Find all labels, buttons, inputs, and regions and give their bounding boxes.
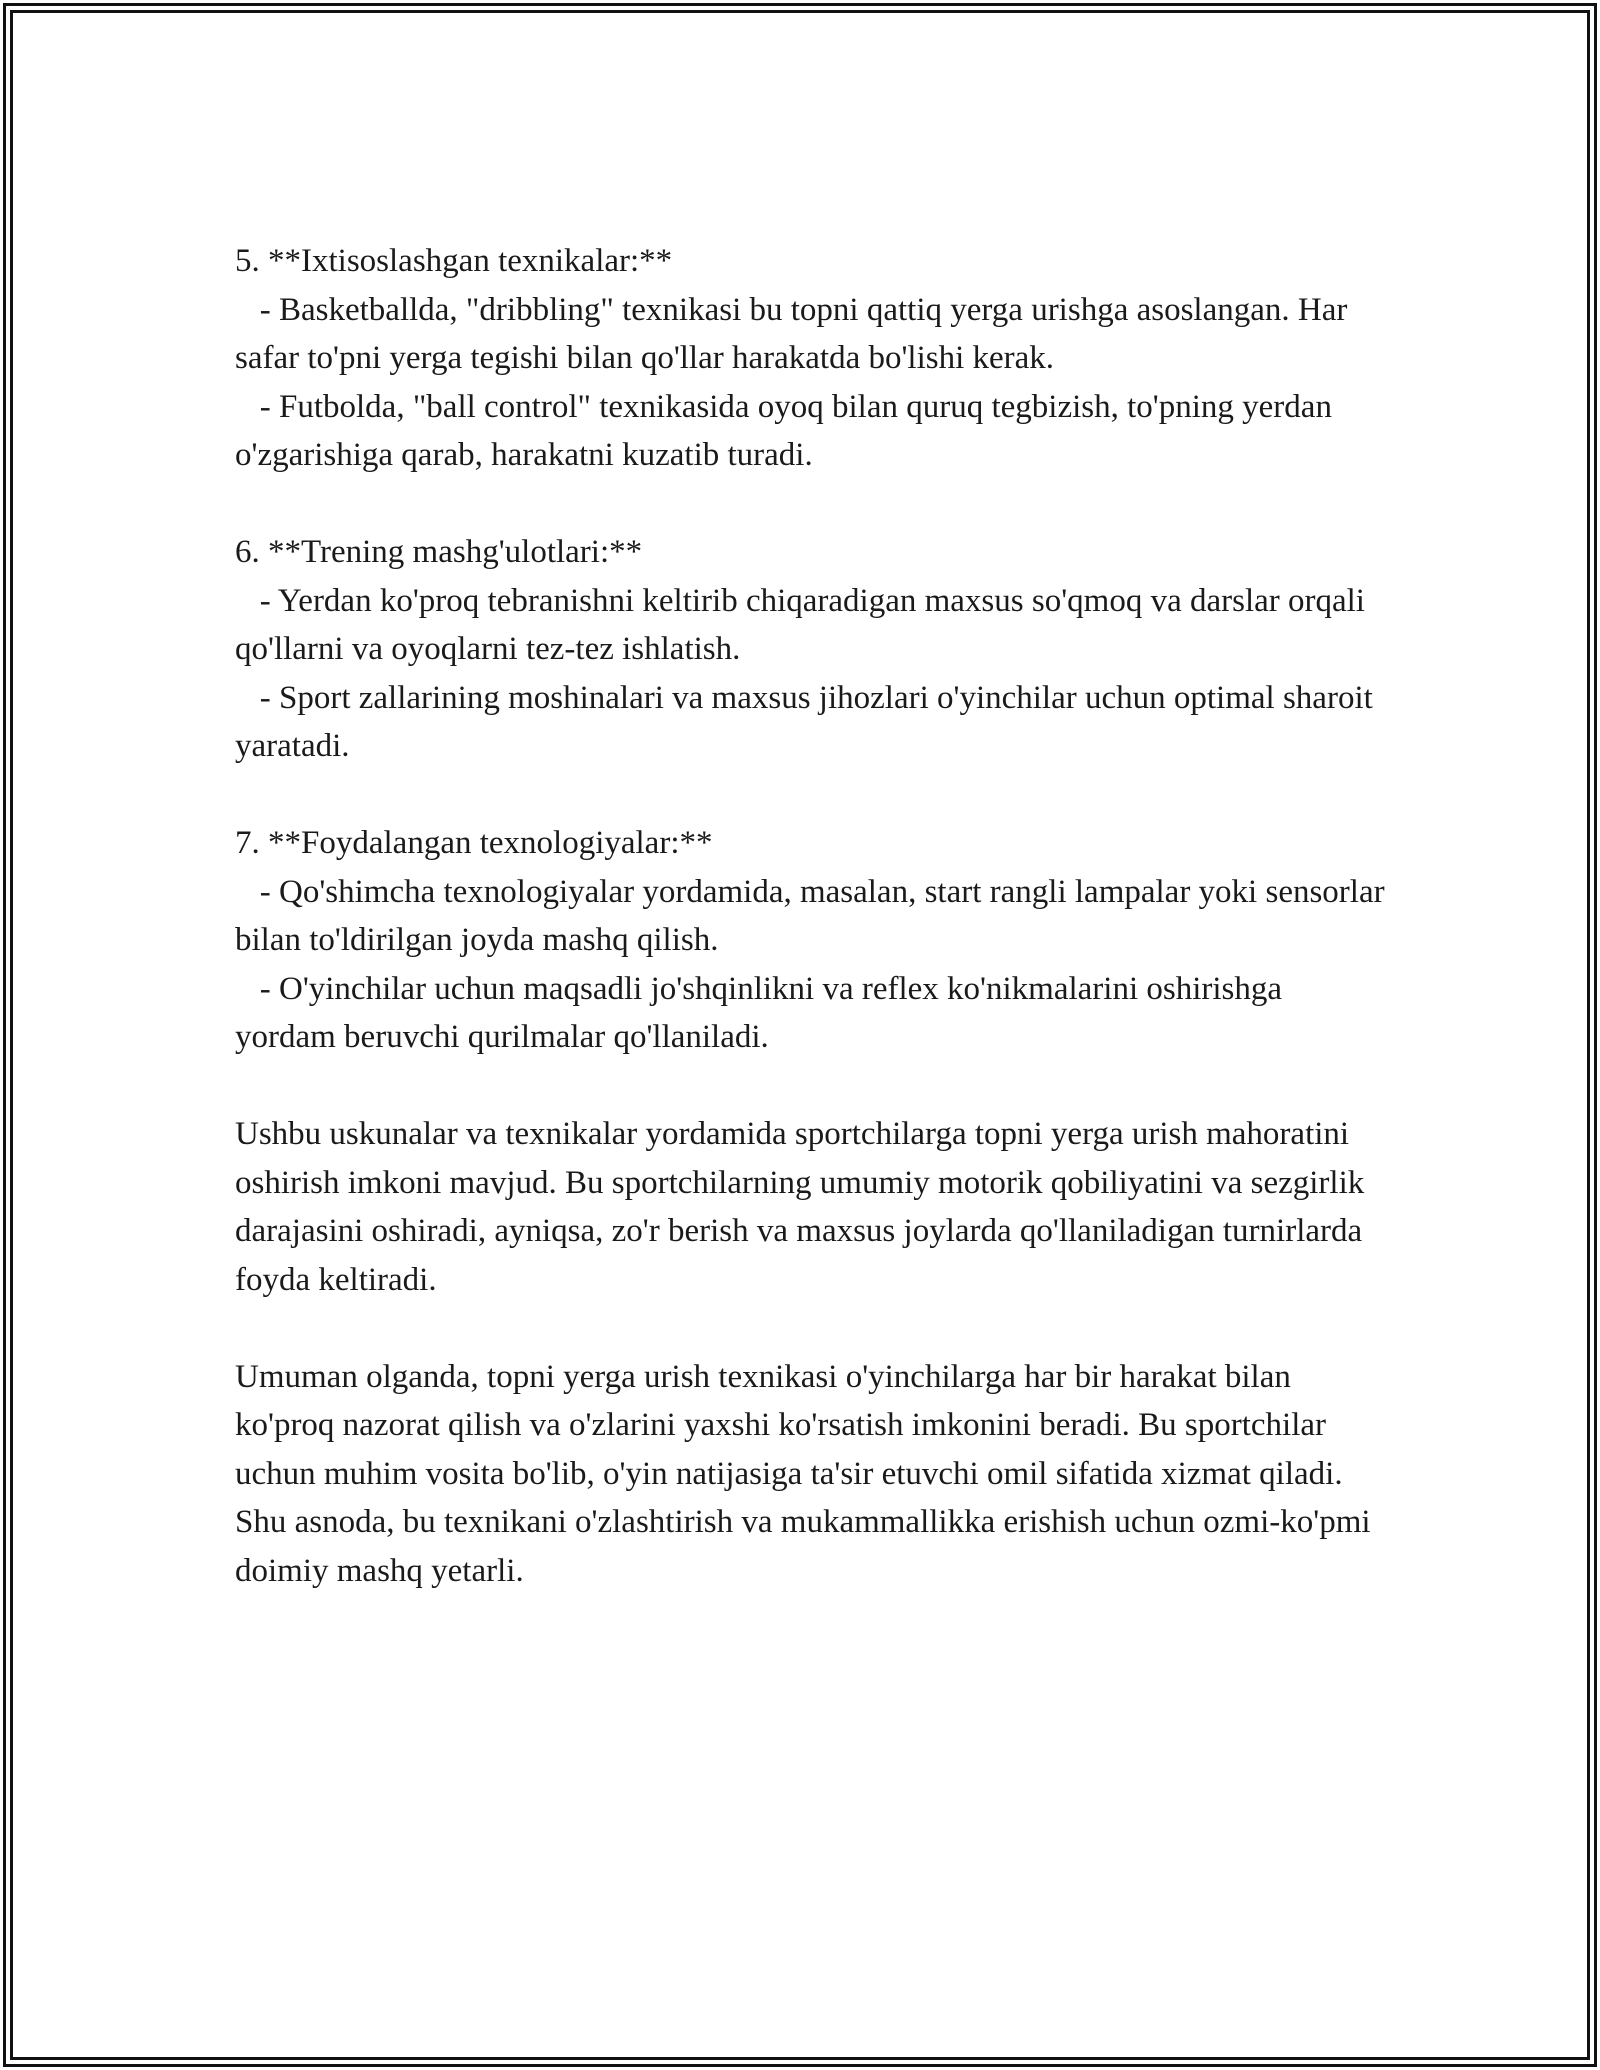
paragraph-spacer <box>235 1304 1385 1353</box>
section-heading: 5. **Ixtisoslashgan texnikalar:** <box>235 243 673 279</box>
section-heading: 6. **Trening mashg'ulotlari:** <box>235 534 643 570</box>
section-heading: 7. **Foydalangan texnologiyalar:** <box>235 825 713 861</box>
summary-paragraph: Ushbu uskunalar va texnikalar yordamida sportchilarga topni yerga urish mahoratini oshirish imkoni mavjud. Bu sportchilarning umumiy motorik qobiliyatini va sezgirlik darajasini oshiradi, ayniqsa, zo'r berish va maxsus joylarda qo'llaniladigan turnirlarda foyda keltiradi. <box>235 1116 1373 1298</box>
paragraph-spacer <box>235 771 1385 820</box>
section-7 <box>235 819 1393 1062</box>
section-5 <box>235 237 1385 480</box>
conclusion-paragraph: Umuman olganda, topni yerga urish texnikasi o'yinchilarga har bir harakat bilan ko'proq nazorat qilish va o'zlarini yaxshi ko'rsatish imkonini beradi. Bu sportchilar uchun muhim vosita bo'lib, o'yin natijasiga ta'sir etuvchi omil sifatida xizmat qiladi. Shu asnoda, bu texnikani o'zlashtirish va mukammallikka erishish uchun ozmi-ko'pmi doimiy mashq yetarli. <box>235 1358 1379 1589</box>
list-item: - Futbolda, "ball control" texnikasida oyoq bilan quruq tegbizish, to'pning yerdan o'zgarishiga qarab, harakatni kuzatib turadi. <box>235 388 1341 473</box>
section-6 <box>235 528 1385 771</box>
paragraph-spacer <box>235 480 1385 529</box>
list-item: - O'yinchilar uchun maqsadli jo'shqinlikni va reflex ko'nikmalarini oshirishga yordam beruvchi qurilmalar qo'llaniladi. <box>235 970 1291 1055</box>
list-item: - Sport zallarining moshinalari va maxsus jihozlari o'yinchilar uchun optimal sharoit yaratadi. <box>235 679 1382 764</box>
document-body <box>235 237 1393 1595</box>
paragraph-spacer <box>235 1062 1385 1111</box>
list-item: - Basketballda, "dribbling" texnikasi bu topni qattiq yerga urishga asoslangan. Har safar to'pni yerga tegishi bilan qo'llar harakatda bo'lishi kerak. <box>235 291 1356 376</box>
list-item: - Yerdan ko'proq tebranishni keltirib chiqaradigan maxsus so'qmoq va darslar orqali qo'llarni va oyoqlarni tez-tez ishlatish. <box>235 582 1374 667</box>
list-item: - Qo'shimcha texnologiyalar yordamida, masalan, start rangli lampalar yoki sensorlar bilan to'ldirilgan joyda mashq qilish. <box>235 873 1393 958</box>
